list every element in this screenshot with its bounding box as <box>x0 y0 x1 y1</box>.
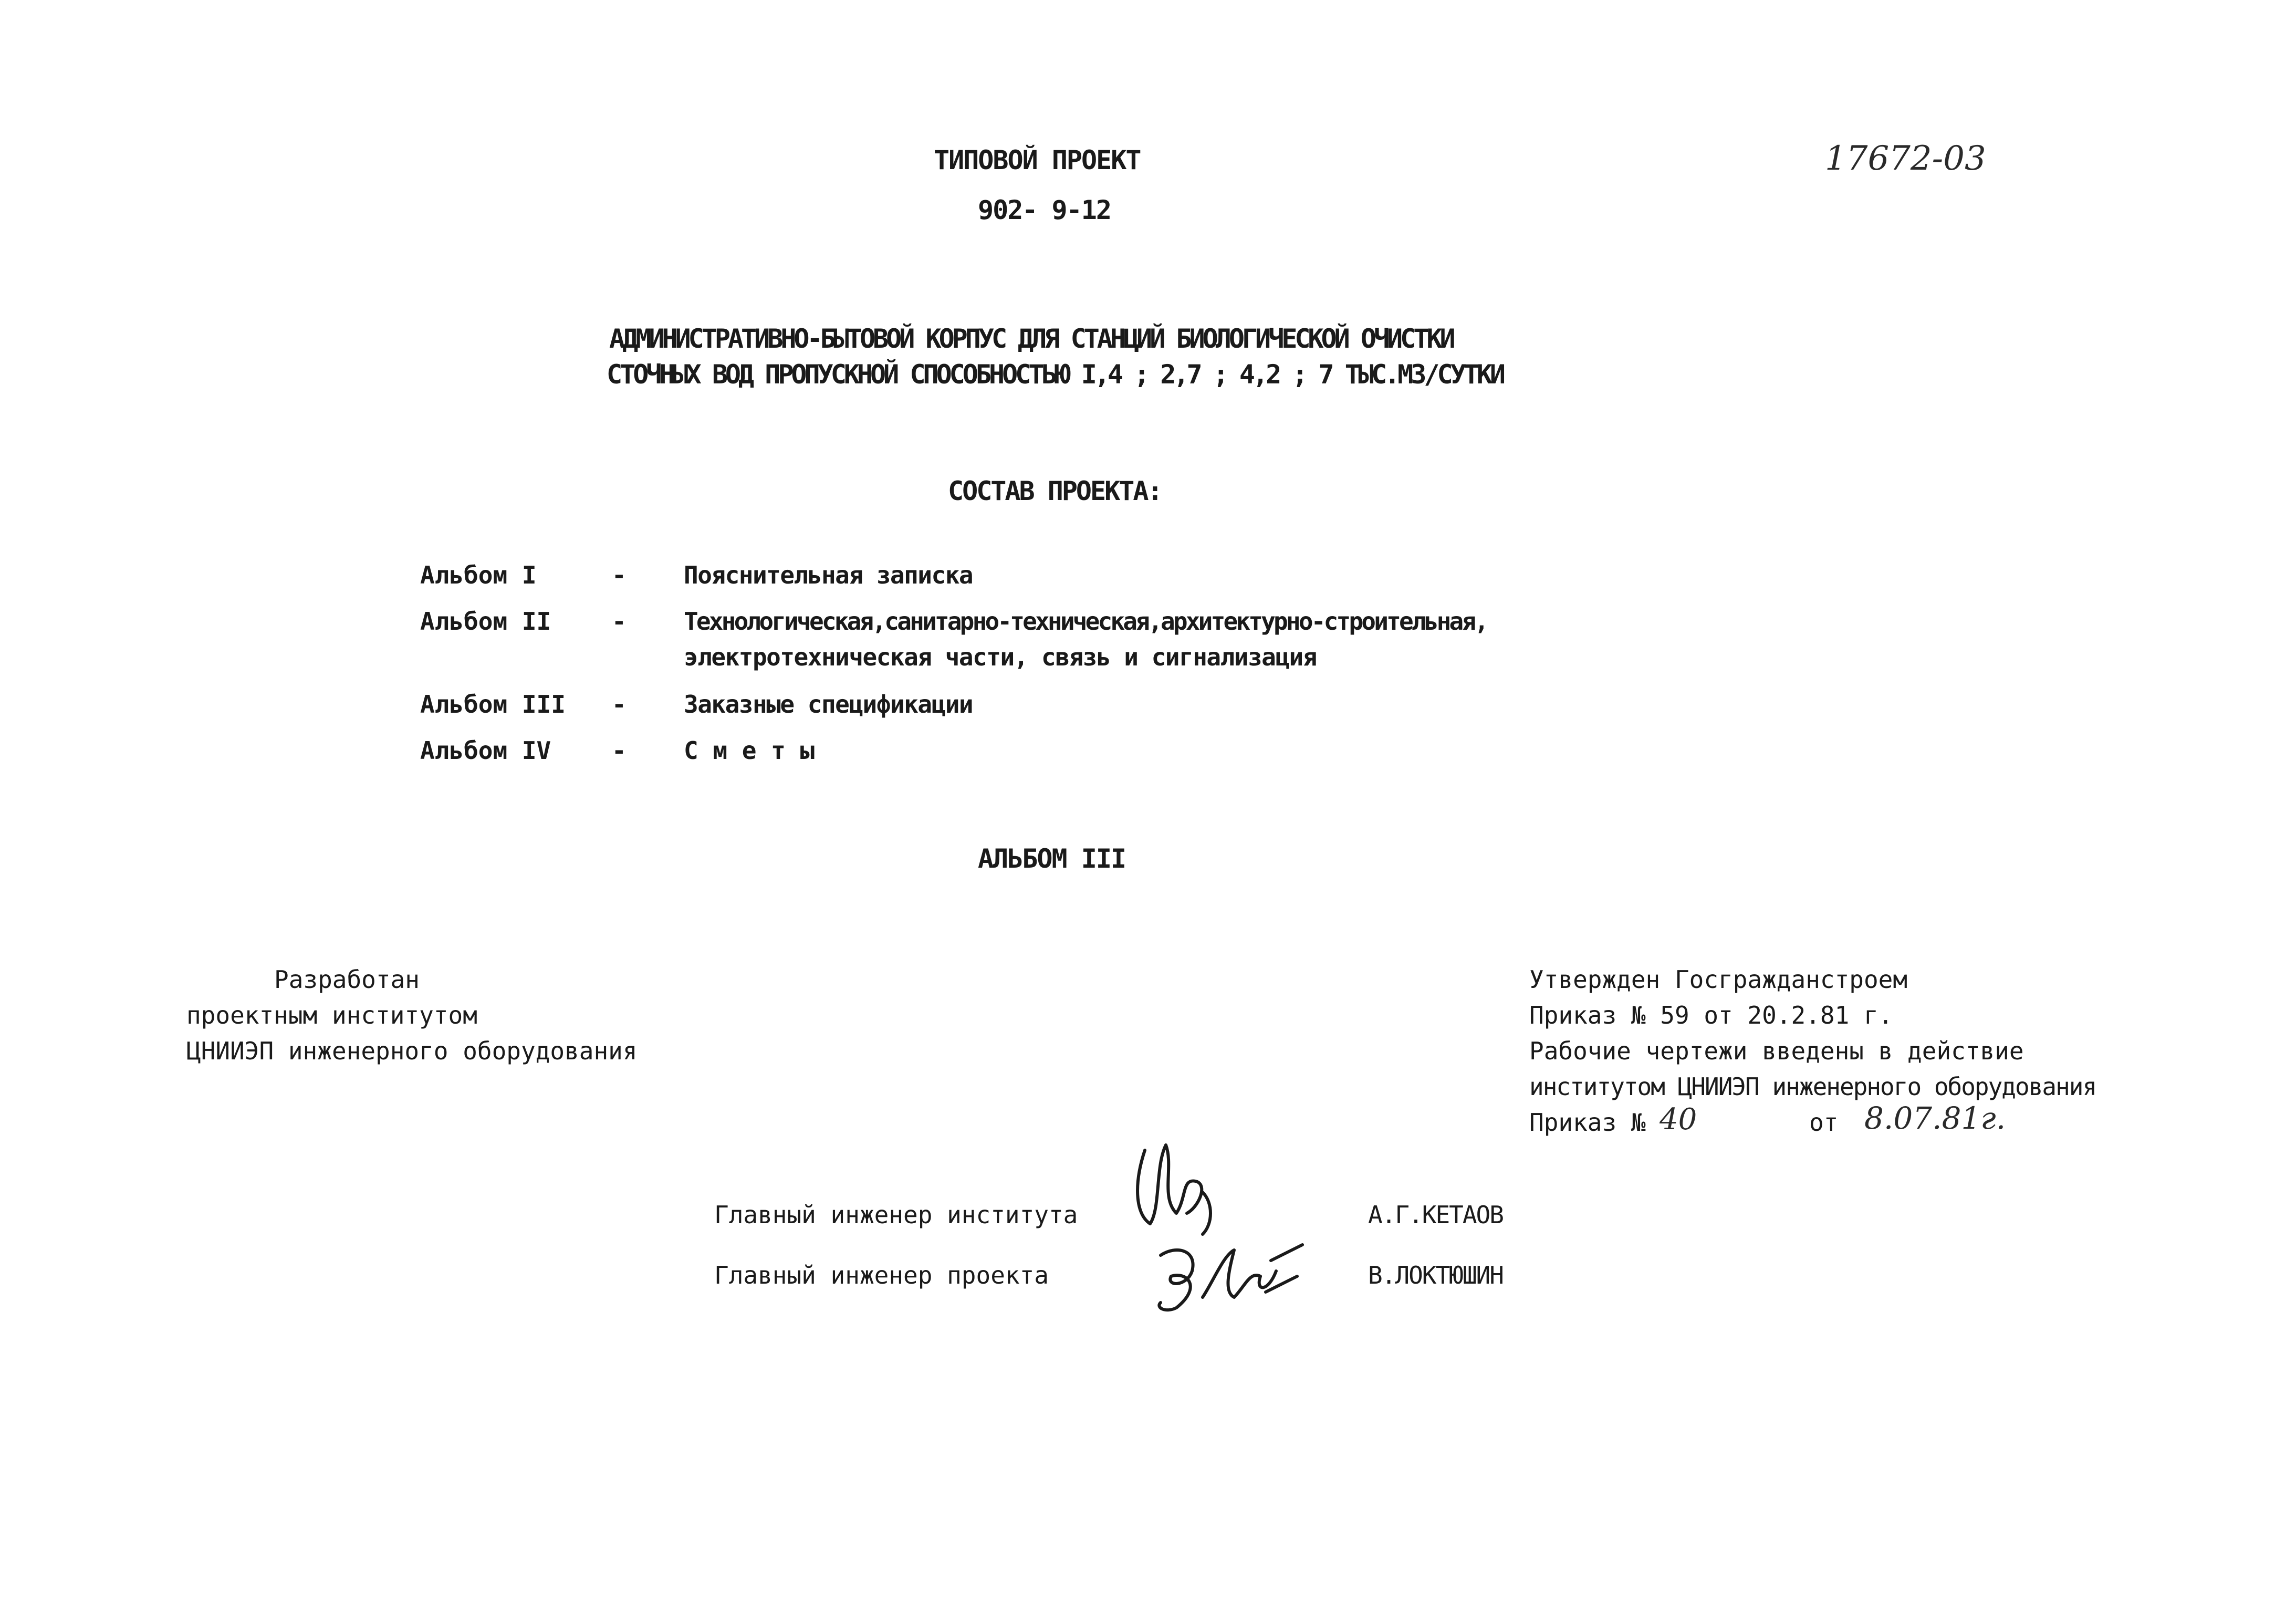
album-description: электротехническая части, связь и сигнализация <box>684 643 1317 671</box>
order-number: 40 <box>1660 1102 1697 1137</box>
title-line-2: СТОЧНЫХ ВОД ПРОПУСКНОЙ СПОСОБНОСТЬЮ I,4 ; 2,7 ; 4,2 ; 7 ТЫС.М3/СУТКИ <box>607 359 1503 390</box>
album-label: Альбом IV <box>420 736 551 765</box>
order-date-prefix: от <box>1809 1108 1839 1137</box>
album-description: Технологическая,санитарно-техническая,архитектурно-строительная, <box>684 607 1487 636</box>
approval-line: институтом ЦНИИЭП инженерного оборудования <box>1529 1072 2096 1101</box>
developed-by-line: проектным институтом <box>186 1001 477 1029</box>
album-dash: - <box>612 690 627 719</box>
album-label: Альбом I <box>420 561 537 589</box>
signature-mark <box>1124 1134 1229 1240</box>
project-type-label: ТИПОВОЙ ПРОЕКТ <box>934 145 1141 175</box>
signature-name: А.Г.КЕТАОВ <box>1368 1201 1503 1229</box>
project-number: 902- 9-12 <box>978 195 1111 225</box>
composition-heading: СОСТАВ ПРОЕКТА: <box>948 476 1162 506</box>
album-dash: - <box>612 561 627 589</box>
current-album: АЛЬБОМ III <box>978 844 1126 874</box>
album-dash: - <box>612 736 627 765</box>
order-date: 8.07.81г. <box>1864 1100 2006 1136</box>
approval-line: Приказ № 59 от 20.2.81 г. <box>1529 1001 1893 1029</box>
title-line-1: АДМИНИСТРАТИВНО-БЫТОВОЙ КОРПУС ДЛЯ СТАНЦИЙ БИОЛОГИЧЕСКОЙ ОЧИСТКИ <box>609 324 1453 354</box>
signature-mark <box>1145 1234 1313 1318</box>
album-label: Альбом II <box>420 607 551 636</box>
developed-by-line: ЦНИИЭП инженерного оборудования <box>186 1037 638 1065</box>
album-description: Пояснительная записка <box>684 561 973 589</box>
developed-by-line: Разработан <box>274 965 420 994</box>
signature-name: В.ЛОКТЮШИН <box>1368 1261 1503 1289</box>
archive-number: 17672-03 <box>1825 139 1986 178</box>
album-description: Заказные спецификации <box>684 690 973 719</box>
album-description: С м е т ы <box>684 736 815 765</box>
signature-role: Главный инженер института <box>714 1201 1078 1229</box>
signature-role: Главный инженер проекта <box>714 1261 1049 1289</box>
order-prefix: Приказ № <box>1529 1108 1646 1137</box>
approval-line: Рабочие чертежи введены в действие <box>1529 1037 2024 1065</box>
approval-line: Утвержден Госгражданстроем <box>1529 965 1908 994</box>
album-dash: - <box>612 607 627 636</box>
album-label: Альбом III <box>420 690 566 719</box>
